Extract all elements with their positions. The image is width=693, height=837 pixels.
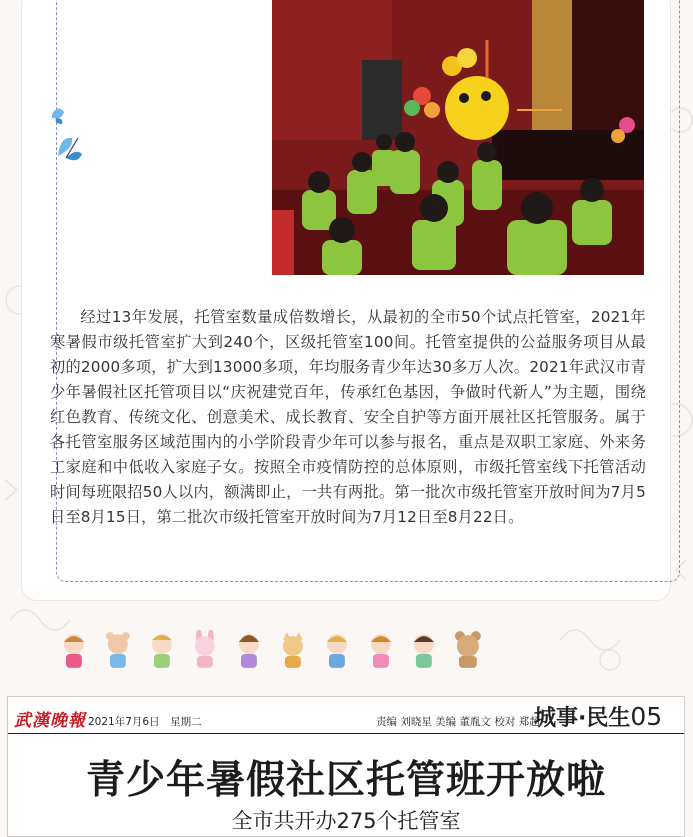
- page-number: 05: [630, 702, 663, 731]
- newspaper-subheadline: 全市共开办275个托管室: [231, 809, 461, 833]
- cartoon-doll-divider: [56, 630, 486, 672]
- newspaper-date: 2021年7月6日 星期二: [88, 716, 202, 728]
- cartoon-doll-icon: [450, 630, 486, 670]
- cartoon-doll-icon: [406, 630, 442, 670]
- cartoon-doll-icon: [363, 630, 399, 670]
- newspaper-logo: 武漢晚報: [14, 711, 86, 731]
- article-photo: [272, 0, 644, 275]
- cartoon-doll-icon: [56, 630, 92, 670]
- cartoon-doll-icon: [275, 630, 311, 670]
- newspaper-masthead: [8, 697, 684, 734]
- cartoon-doll-icon: [100, 630, 136, 670]
- cartoon-doll-icon: [231, 630, 267, 670]
- photo-illustration: [272, 0, 644, 275]
- newspaper-section: [534, 701, 662, 732]
- cartoon-doll-icon: [319, 630, 355, 670]
- cartoon-doll-icon: [187, 630, 223, 670]
- newspaper-editors: 责编 刘晓星 美编 董胤文 校对 郑超: [376, 716, 540, 728]
- newspaper-clipping: [7, 696, 685, 837]
- newspaper-headline: 青少年暑假社区托管班开放啦: [85, 758, 606, 803]
- cartoon-doll-icon: [144, 630, 180, 670]
- section-name: 城事·民生: [534, 706, 631, 731]
- butterfly-icon: [46, 104, 86, 168]
- article-paragraph: 经过13年发展，托管室数量成倍数增长，从最初的全市50个试点托管室，2021年寒暑假市级托管室扩大到240个，区级托管室100间。托管室提供的公益服务项目从最初的2000多项，扩大到13000多项，年均服务青少年达30多万人次。2021年武汉市青少年暑假社区托管项目以“庆祝建党百年，传承红色基因，争做时代新人”为主题，围绕红色教育、传统文化、创意美术、成长教育、安全自护等方面开展社区托管服务。属于各托管室服务区域范围内的小学阶段青少年可以参与报名，重点是双职工家庭、外来务工家庭和中低收入家庭子女。按照全市疫情防控的总体原则，市级托管室线下托管活动时间每班限招50人以内，额满即止，一共有两批。第一批次市级托管室开放时间为7月5日至8月15日，第二批次市级托管室开放时间为7月12日至8月22日。: [50, 308, 646, 526]
